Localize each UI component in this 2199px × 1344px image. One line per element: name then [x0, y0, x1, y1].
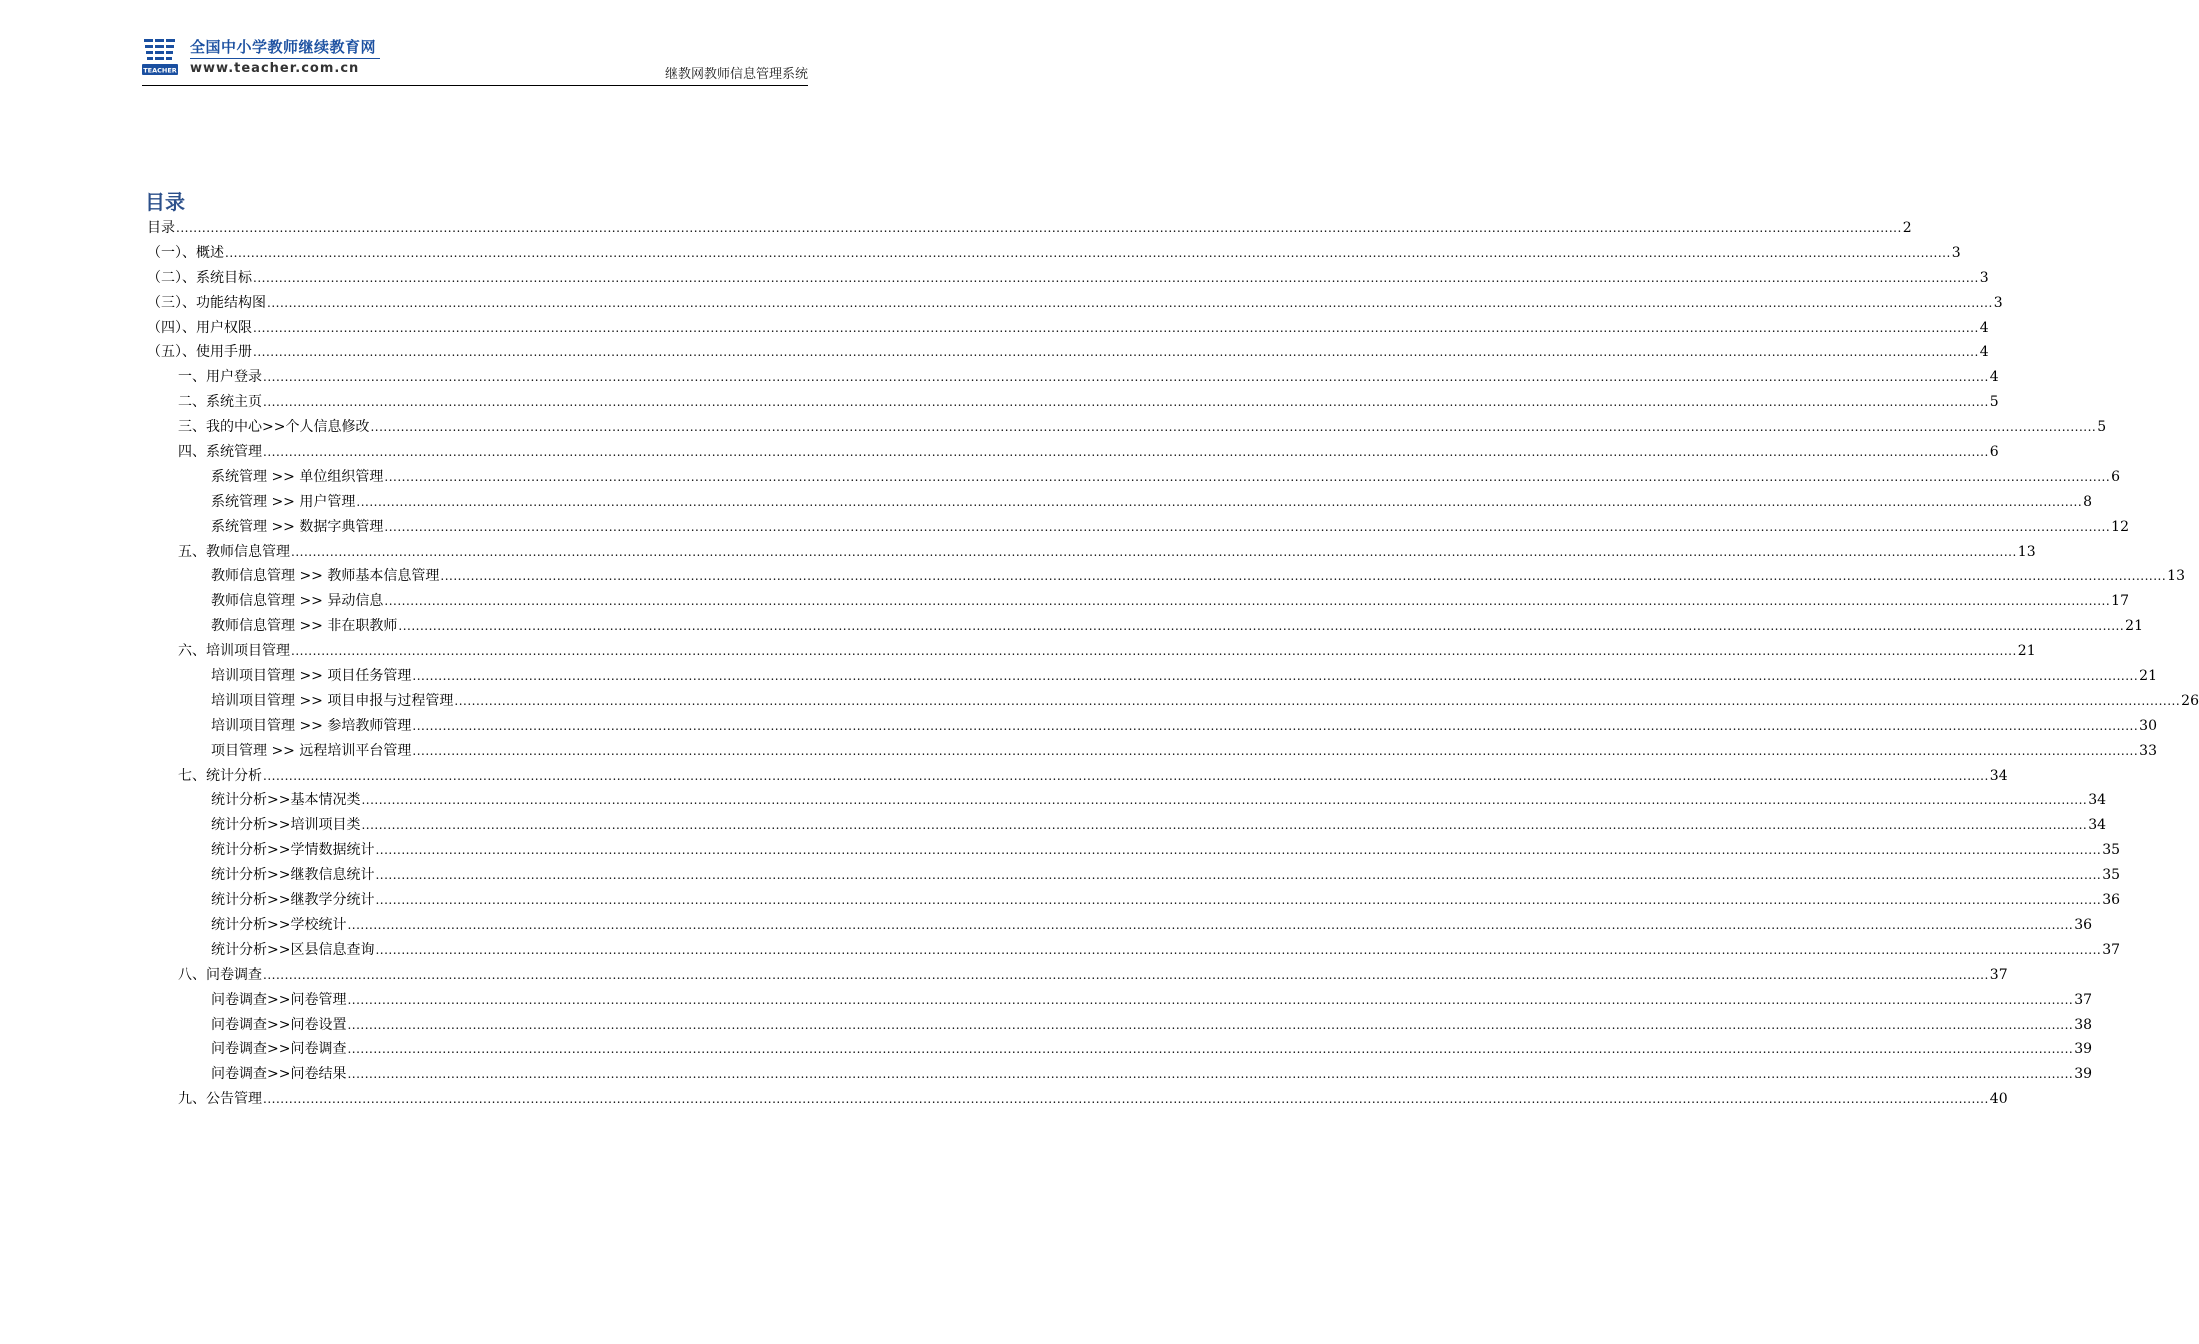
toc-entry-page: 12	[2111, 518, 2129, 535]
toc-entry-page: 3	[1993, 294, 2003, 311]
toc-entry-page: 35	[2102, 842, 2121, 859]
brand-url: www.teacher.com.cn	[190, 61, 360, 76]
toc-entry-page: 4	[1979, 344, 1989, 361]
toc-dot-leader: ................................................................................................................................................................................................................................................................................................................................................................................................................	[267, 295, 1993, 310]
toc-entry[interactable]	[145, 813, 2107, 838]
toc-entry[interactable]	[145, 938, 2121, 963]
toc-entry[interactable]	[145, 589, 2129, 614]
toc-entry[interactable]	[145, 266, 1989, 291]
toc-dot-leader: ................................................................................................................................................................................................................................................................................................................................................................................................................	[263, 395, 1989, 410]
document-title: 继教网教师信息管理系统	[664, 67, 808, 82]
toc-dot-leader: ................................................................................................................................................................................................................................................................................................................................................................................................................	[347, 1067, 2074, 1082]
toc-entry[interactable]	[145, 838, 2121, 863]
toc-entry-page: 17	[2111, 593, 2129, 610]
brand-divider	[190, 58, 380, 59]
toc-dot-leader: ................................................................................................................................................................................................................................................................................................................................................................................................................	[412, 669, 2139, 684]
toc-entry-page: 36	[2074, 916, 2093, 933]
toc-entry[interactable]	[145, 1037, 2093, 1062]
toc-entry-label: 二、系统主页	[178, 394, 262, 411]
toc-dot-leader: ................................................................................................................................................................................................................................................................................................................................................................................................................	[384, 594, 2111, 609]
toc-entry[interactable]	[145, 365, 1999, 390]
toc-entry[interactable]	[145, 490, 2093, 515]
toc-entry-page: 4	[1989, 369, 1999, 386]
toc-entry-label: 六、培训项目管理	[178, 643, 290, 660]
toc-dot-leader: ................................................................................................................................................................................................................................................................................................................................................................................................................	[291, 544, 2017, 559]
toc-dot-leader: ................................................................................................................................................................................................................................................................................................................................................................................................................	[398, 619, 2125, 634]
toc-entry-page: 36	[2102, 892, 2121, 909]
table-of-contents	[145, 216, 2199, 1112]
toc-entry[interactable]	[145, 888, 2121, 913]
toc-entry-page: 37	[1989, 966, 2008, 983]
toc-dot-leader: ................................................................................................................................................................................................................................................................................................................................................................................................................	[361, 818, 2088, 833]
toc-entry-page: 33	[2139, 742, 2157, 759]
toc-entry[interactable]	[145, 614, 2143, 639]
toc-entry-label: 八、问卷调查	[178, 966, 262, 983]
toc-entry-page: 37	[2074, 991, 2093, 1008]
toc-entry[interactable]	[145, 1087, 2008, 1112]
toc-entry[interactable]	[145, 1062, 2093, 1087]
toc-entry-label: 一、用户登录	[178, 369, 262, 386]
toc-dot-leader: ................................................................................................................................................................................................................................................................................................................................................................................................................	[253, 270, 1979, 285]
toc-entry[interactable]	[145, 639, 2036, 664]
toc-entry-page: 26	[2181, 692, 2199, 709]
toc-entry-page: 34	[2088, 817, 2107, 834]
toc-dot-leader: ................................................................................................................................................................................................................................................................................................................................................................................................................	[225, 245, 1951, 260]
toc-entry-page: 8	[2083, 493, 2093, 510]
toc-entry-label: （五）、使用手册	[147, 344, 252, 361]
toc-entry-page: 30	[2139, 717, 2157, 734]
toc-entry[interactable]	[145, 913, 2093, 938]
toc-dot-leader: ................................................................................................................................................................................................................................................................................................................................................................................................................	[412, 743, 2139, 758]
toc-entry-page: 6	[1989, 444, 1999, 461]
toc-dot-leader: ................................................................................................................................................................................................................................................................................................................................................................................................................	[176, 221, 1902, 235]
toc-entry-label: 教师信息管理 >> 非在职教师	[211, 618, 398, 635]
toc-entry-page: 3	[1979, 269, 1989, 286]
toc-entry-page: 21	[2139, 668, 2157, 685]
toc-dot-leader: ................................................................................................................................................................................................................................................................................................................................................................................................................	[356, 494, 2083, 509]
toc-entry-label: （四）、用户权限	[147, 319, 252, 336]
toc-entry-label: （一）、概述	[147, 244, 224, 261]
toc-entry-label: 培训项目管理 >> 项目申报与过程管理	[211, 692, 454, 709]
toc-entry[interactable]	[145, 988, 2093, 1013]
toc-dot-leader: ................................................................................................................................................................................................................................................................................................................................................................................................................	[370, 420, 2097, 435]
toc-dot-leader: ................................................................................................................................................................................................................................................................................................................................................................................................................	[291, 644, 2017, 659]
toc-entry-page: 13	[2167, 568, 2185, 585]
toc-entry-page: 34	[2088, 792, 2107, 809]
svg-text:TEACHER: TEACHER	[143, 66, 177, 75]
toc-dot-leader: ................................................................................................................................................................................................................................................................................................................................................................................................................	[375, 942, 2102, 957]
toc-entry-label: （二）、系统目标	[147, 269, 252, 286]
toc-entry-label: 系统管理 >> 用户管理	[211, 493, 356, 510]
toc-entry-label: 七、统计分析	[178, 767, 262, 784]
toc-dot-leader: ................................................................................................................................................................................................................................................................................................................................................................................................................	[384, 469, 2111, 484]
toc-dot-leader: ................................................................................................................................................................................................................................................................................................................................................................................................................	[263, 445, 1989, 460]
toc-entry-page: 5	[2097, 419, 2107, 436]
toc-entry-page: 4	[1979, 319, 1989, 336]
toc-dot-leader: ................................................................................................................................................................................................................................................................................................................................................................................................................	[384, 519, 2111, 534]
toc-entry-page: 39	[2074, 1066, 2093, 1083]
toc-dot-leader: ................................................................................................................................................................................................................................................................................................................................................................................................................	[347, 992, 2074, 1007]
toc-entry-label: 培训项目管理 >> 参培教师管理	[211, 717, 412, 734]
toc-entry-label: 五、教师信息管理	[178, 543, 290, 560]
toc-dot-leader: ................................................................................................................................................................................................................................................................................................................................................................................................................	[253, 345, 1979, 360]
toc-dot-leader: ................................................................................................................................................................................................................................................................................................................................................................................................................	[375, 893, 2102, 908]
toc-entry-page: 2	[1902, 220, 1912, 236]
toc-dot-leader: ................................................................................................................................................................................................................................................................................................................................................................................................................	[412, 718, 2139, 733]
toc-entry-label: 问卷调查>>问卷结果	[211, 1066, 347, 1083]
teacher-logo-icon	[142, 35, 178, 81]
toc-entry[interactable]	[145, 465, 2121, 490]
toc-entry-label: 三、我的中心>>个人信息修改	[178, 419, 370, 436]
toc-dot-leader: ................................................................................................................................................................................................................................................................................................................................................................................................................	[263, 1092, 1989, 1107]
toc-entry-label: 统计分析>>基本情况类	[211, 792, 361, 809]
toc-entry[interactable]	[145, 515, 2129, 540]
toc-entry[interactable]	[145, 316, 1989, 341]
toc-entry[interactable]	[145, 739, 2157, 764]
toc-entry[interactable]	[145, 340, 1989, 365]
toc-dot-leader: ................................................................................................................................................................................................................................................................................................................................................................................................................	[375, 868, 2102, 883]
toc-dot-leader: ................................................................................................................................................................................................................................................................................................................................................................................................................	[347, 1042, 2074, 1057]
toc-entry-label: 目录	[147, 220, 175, 236]
brand-name: 全国中小学教师继续教育网	[190, 38, 377, 56]
toc-entry[interactable]	[145, 664, 2157, 689]
toc-dot-leader: ................................................................................................................................................................................................................................................................................................................................................................................................................	[454, 693, 2181, 708]
toc-entry[interactable]	[145, 241, 1961, 266]
toc-entry-label: 教师信息管理 >> 教师基本信息管理	[211, 568, 440, 585]
toc-entry-page: 37	[2102, 941, 2121, 958]
toc-entry-label: 系统管理 >> 数据字典管理	[211, 518, 384, 535]
toc-entry[interactable]	[145, 216, 1912, 241]
toc-entry-label: （三）、功能结构图	[147, 294, 266, 311]
toc-entry-label: 统计分析>>继教信息统计	[211, 867, 375, 884]
toc-entry[interactable]	[145, 963, 2008, 988]
toc-entry-page: 3	[1951, 244, 1961, 261]
toc-dot-leader: ................................................................................................................................................................................................................................................................................................................................................................................................................	[347, 917, 2074, 932]
toc-entry-label: 统计分析>>培训项目类	[211, 817, 361, 834]
toc-entry-label: 问卷调查>>问卷设置	[211, 1016, 347, 1033]
toc-dot-leader: ................................................................................................................................................................................................................................................................................................................................................................................................................	[361, 793, 2088, 808]
toc-entry-label: 问卷调查>>问卷调查	[211, 1041, 347, 1058]
toc-dot-leader: ................................................................................................................................................................................................................................................................................................................................................................................................................	[375, 843, 2102, 858]
toc-entry[interactable]	[145, 390, 1999, 415]
toc-entry[interactable]	[145, 1013, 2093, 1038]
toc-entry-label: 统计分析>>区县信息查询	[211, 941, 375, 958]
toc-entry-page: 40	[1989, 1091, 2008, 1108]
toc-entry-page: 5	[1989, 394, 1999, 411]
toc-dot-leader: ................................................................................................................................................................................................................................................................................................................................................................................................................	[440, 569, 2167, 584]
toc-entry[interactable]	[145, 689, 2199, 714]
toc-entry-page: 34	[1989, 767, 2008, 784]
toc-dot-leader: ................................................................................................................................................................................................................................................................................................................................................................................................................	[263, 370, 1989, 385]
toc-entry-label: 问卷调查>>问卷管理	[211, 991, 347, 1008]
toc-entry-page: 39	[2074, 1041, 2093, 1058]
toc-entry[interactable]	[145, 863, 2121, 888]
toc-entry[interactable]	[145, 564, 2185, 589]
toc-entry-label: 系统管理 >> 单位组织管理	[211, 468, 384, 485]
toc-entry-label: 九、公告管理	[178, 1091, 262, 1108]
toc-entry-page: 21	[2017, 643, 2036, 660]
toc-entry-page: 35	[2102, 867, 2121, 884]
toc-entry-page: 13	[2017, 543, 2036, 560]
toc-entry[interactable]	[145, 714, 2157, 739]
toc-entry-page: 21	[2125, 618, 2143, 635]
toc-entry-label: 项目管理 >> 远程培训平台管理	[211, 742, 412, 759]
page-header	[142, 33, 808, 86]
toc-entry[interactable]	[145, 291, 2003, 316]
toc-entry[interactable]	[145, 540, 2036, 565]
toc-dot-leader: ................................................................................................................................................................................................................................................................................................................................................................................................................	[347, 1017, 2074, 1032]
toc-entry-label: 四、系统管理	[178, 444, 262, 461]
toc-entry-label: 统计分析>>学情数据统计	[211, 842, 375, 859]
toc-entry[interactable]	[145, 440, 1999, 465]
toc-heading: 目录	[145, 190, 185, 214]
toc-dot-leader: ................................................................................................................................................................................................................................................................................................................................................................................................................	[263, 768, 1989, 783]
toc-entry-label: 统计分析>>学校统计	[211, 916, 347, 933]
toc-entry[interactable]	[145, 788, 2107, 813]
toc-entry-page: 38	[2074, 1016, 2093, 1033]
toc-entry-page: 6	[2111, 468, 2121, 485]
toc-entry-label: 统计分析>>继教学分统计	[211, 892, 375, 909]
toc-entry-label: 培训项目管理 >> 项目任务管理	[211, 668, 412, 685]
toc-dot-leader: ................................................................................................................................................................................................................................................................................................................................................................................................................	[253, 320, 1979, 335]
toc-entry-label: 教师信息管理 >> 异动信息	[211, 593, 384, 610]
toc-entry[interactable]	[145, 415, 2107, 440]
toc-entry[interactable]	[145, 764, 2008, 789]
toc-dot-leader: ................................................................................................................................................................................................................................................................................................................................................................................................................	[263, 967, 1989, 982]
